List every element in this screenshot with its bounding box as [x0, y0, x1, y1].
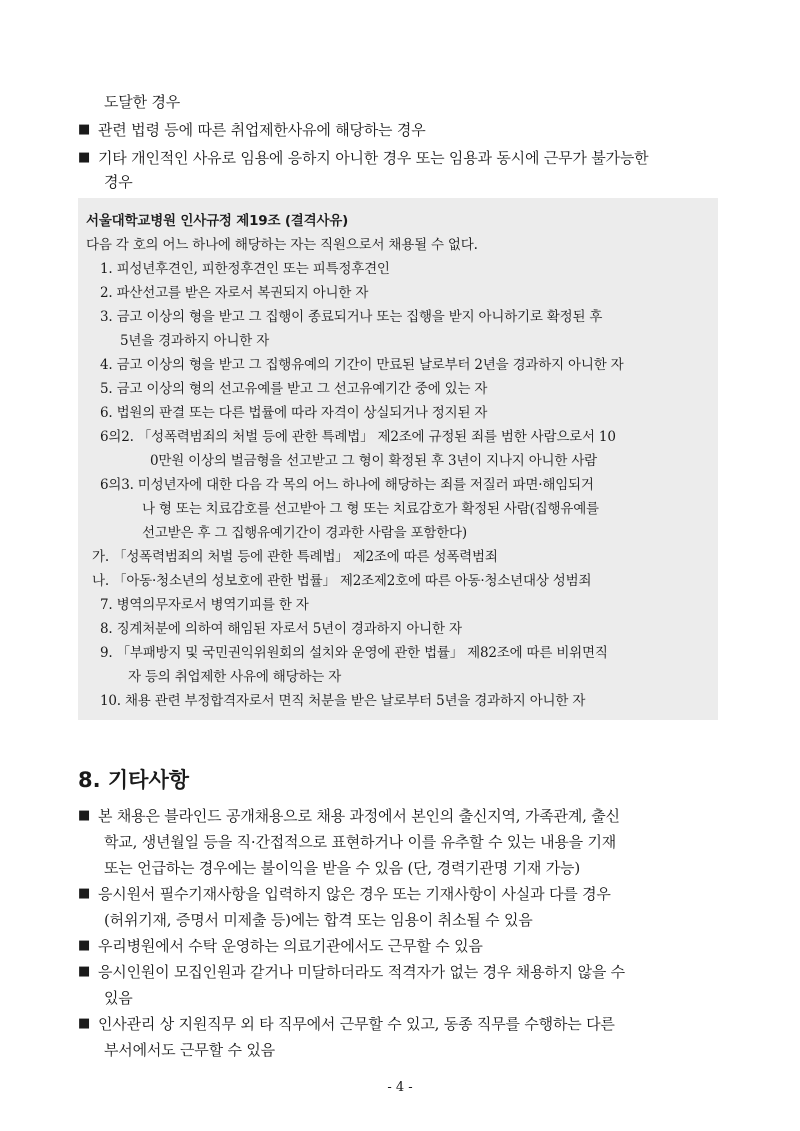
- regulation-line: 4. 금고 이상의 형을 받고 그 집행유예의 기간이 만료된 날로부터 2년을 경과하지 아니한 자: [100, 357, 624, 373]
- bullet-icon: ■: [78, 150, 91, 165]
- bullet-icon: ■: [78, 808, 91, 823]
- list-item-continuation: (허위기재, 증명서 미제출 등)에는 합격 또는 임용이 취소될 수 있음: [104, 911, 533, 929]
- list-item-continuation: 학교, 생년월일 등을 직·간접적으로 표현하거나 이를 유추할 수 있는 내용을 기재: [104, 833, 617, 851]
- regulation-line: 5년을 경과하지 아니한 자: [120, 333, 270, 349]
- section-title: 8. 기타사항: [78, 768, 190, 792]
- list-item: 기타 개인적인 사유로 임용에 응하지 아니한 경우 또는 임용과 동시에 근무가 불가능한: [98, 149, 649, 167]
- regulation-box: [78, 198, 718, 720]
- list-item-continuation: 또는 언급하는 경우에는 불이익을 받을 수 있음 (단, 경력기관명 기재 가능): [104, 859, 580, 877]
- regulation-line: 9. 「부패방지 및 국민권익위원회의 설치와 운영에 관한 법률」 제82조에 따른 비위면직: [100, 645, 608, 661]
- regulation-line: 1. 피성년후견인, 피한정후견인 또는 피특정후견인: [100, 261, 390, 277]
- regulation-title: 서울대학교병원 인사규정 제19조 (결격사유): [86, 213, 349, 229]
- regulation-line: 나 형 또는 치료감호를 선고받아 그 형 또는 치료감호가 확정된 사람(집행유예를: [142, 501, 599, 517]
- continuation-text: 도달한 경우: [104, 93, 181, 111]
- regulation-line: 6의2. 「성폭력범죄의 처벌 등에 관한 특례법」 제2조에 규정된 죄를 범한 사람으로서 10: [100, 429, 616, 445]
- regulation-line: 5. 금고 이상의 형의 선고유예를 받고 그 선고유예기간 중에 있는 자: [100, 381, 488, 397]
- page-number: - 4 -: [387, 1080, 413, 1095]
- regulation-line: 2. 파산선고를 받은 자로서 복권되지 아니한 자: [100, 285, 369, 301]
- bullet-icon: ■: [78, 122, 91, 137]
- regulation-line: 7. 병역의무자로서 병역기피를 한 자: [100, 597, 309, 613]
- regulation-line: 10. 채용 관련 부정합격자로서 면직 처분을 받은 날로부터 5년을 경과하지 아니한 자: [100, 693, 586, 709]
- regulation-line: 자 등의 취업제한 사유에 해당하는 자: [128, 669, 342, 685]
- bullet-icon: ■: [78, 886, 91, 901]
- bullet-icon: ■: [78, 938, 91, 953]
- list-item-continuation: 경우: [104, 173, 133, 191]
- list-item: 응시원서 필수기재사항을 입력하지 않은 경우 또는 기재사항이 사실과 다를 경우: [98, 885, 611, 903]
- list-item: 응시인원이 모집인원과 같거나 미달하더라도 적격자가 없는 경우 채용하지 않을 수: [98, 963, 625, 981]
- regulation-line: 6. 법원의 판결 또는 다른 법률에 따라 자격이 상실되거나 정지된 자: [100, 405, 488, 421]
- list-item: 우리병원에서 수탁 운영하는 의료기관에서도 근무할 수 있음: [98, 937, 483, 955]
- bullet-icon: ■: [78, 964, 91, 979]
- list-item: 인사관리 상 지원직무 외 타 직무에서 근무할 수 있고, 동종 직무를 수행하는 다른: [98, 1015, 615, 1033]
- regulation-line: 3. 금고 이상의 형을 받고 그 집행이 종료되거나 또는 집행을 받지 아니하기로 확정된 후: [100, 309, 603, 325]
- list-item: 관련 법령 등에 따른 취업제한사유에 해당하는 경우: [98, 121, 426, 139]
- regulation-line: 8. 징계처분에 의하여 해임된 자로서 5년이 경과하지 아니한 자: [100, 621, 462, 637]
- regulation-line: 0만원 이상의 벌금형을 선고받고 그 형이 확정된 후 3년이 지나지 아니한 사람: [150, 453, 598, 469]
- bullet-icon: ■: [78, 1016, 91, 1031]
- regulation-line: 가. 「성폭력범죄의 처벌 등에 관한 특례법」 제2조에 따른 성폭력범죄: [92, 549, 498, 565]
- list-item-continuation: 부서에서도 근무할 수 있음: [104, 1041, 275, 1059]
- list-item-continuation: 있음: [104, 989, 133, 1007]
- list-item: 본 채용은 블라인드 공개채용으로 채용 과정에서 본인의 출신지역, 가족관계, 출신: [98, 807, 620, 825]
- regulation-line: 선고받은 후 그 집행유예기간이 경과한 사람을 포함한다): [142, 525, 467, 541]
- regulation-line: 6의3. 미성년자에 대한 다음 각 목의 어느 하나에 해당하는 죄를 저질러 파면·해임되거: [100, 477, 594, 493]
- regulation-line: 나. 「아동·청소년의 성보호에 관한 법률」 제2조제2호에 따른 아동·청소년대상 성범죄: [92, 573, 592, 589]
- regulation-intro: 다음 각 호의 어느 하나에 해당하는 자는 직원으로서 채용될 수 없다.: [86, 237, 478, 253]
